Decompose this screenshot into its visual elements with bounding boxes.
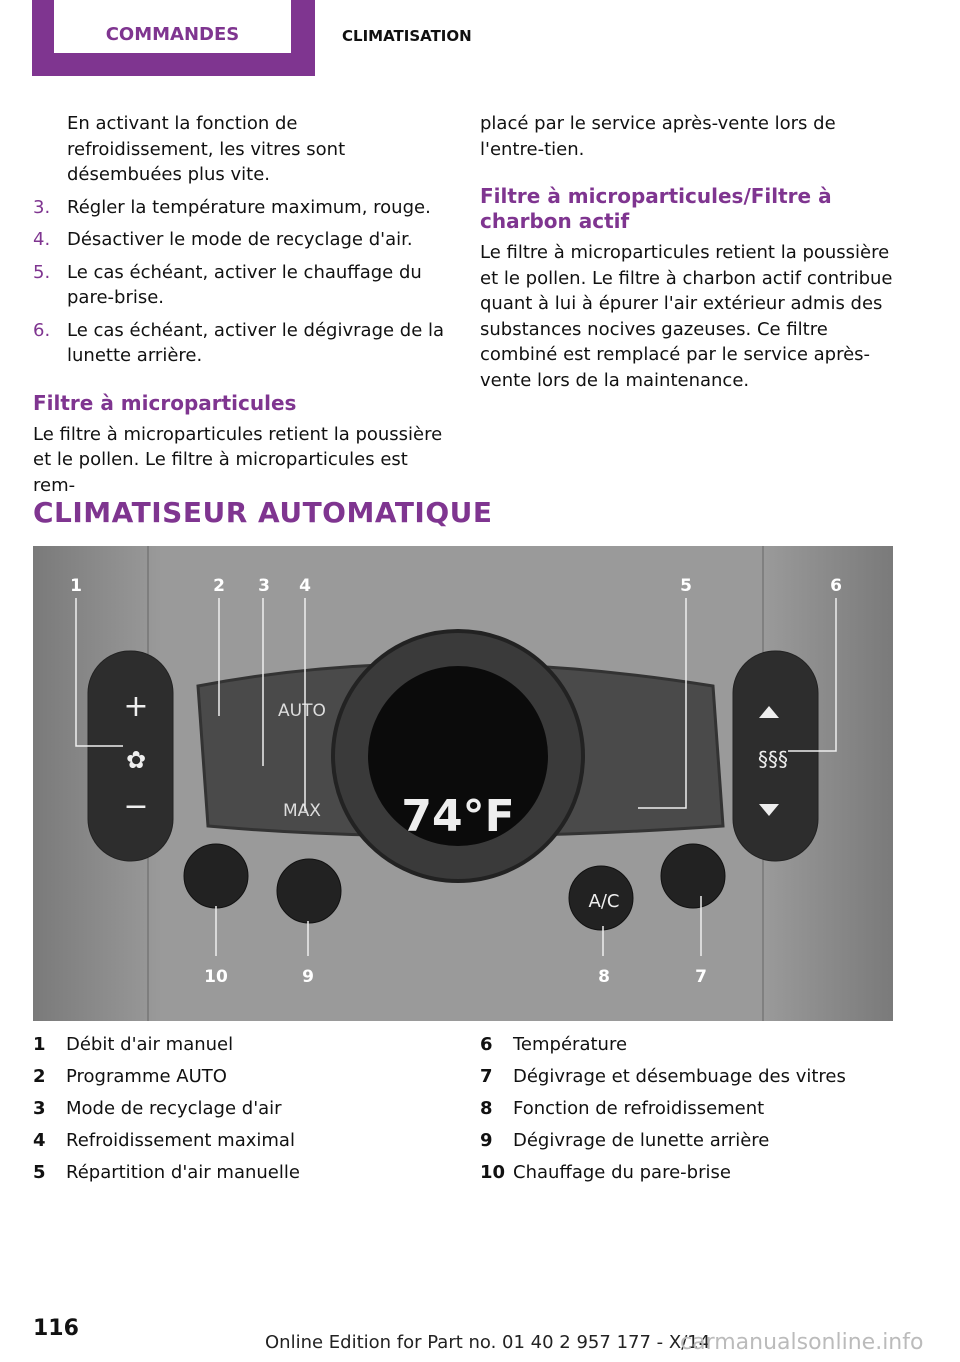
legend-number: 8	[480, 1098, 493, 1119]
legend-number: 9	[480, 1130, 493, 1151]
body-text: Le filtre à microparticules retient la poussière et le pollen. Le filtre à microparticules est rem-	[33, 423, 443, 496]
callout-9: 9	[302, 967, 314, 987]
legend-number: 10	[480, 1162, 506, 1183]
legend-right	[480, 1029, 846, 1189]
legend-item	[33, 1125, 300, 1157]
step-number: 3.	[33, 196, 51, 218]
left-column	[33, 111, 448, 498]
watermark: carmanualsonline.info	[680, 1330, 924, 1355]
chapter-tab	[32, 0, 315, 76]
ac-label: A/C	[588, 891, 620, 912]
right-column	[480, 111, 895, 393]
body-text: Le filtre à microparticules retient la poussière et le pollen. Le filtre à charbon actif contribue quant à lui à épurer l'air extérieur admis des substances nocives gazeuses. Ce filtre combiné est remplacé par le service après-vente lors de la maintenance.	[480, 242, 893, 391]
legend-item	[480, 1125, 846, 1157]
step-number: 5.	[33, 261, 51, 283]
legend-text: Chauffage du pare-brise	[513, 1162, 731, 1183]
step-text: Régler la température maximum, rouge.	[67, 196, 431, 218]
legend-number: 2	[33, 1066, 46, 1087]
callout-4: 4	[299, 576, 311, 596]
legend-text: Programme AUTO	[66, 1066, 227, 1087]
step-text: Le cas échéant, activer le dégivrage de la lunette arrière.	[67, 319, 445, 366]
step-text: Désactiver le mode de recyclage d'air.	[67, 229, 413, 250]
svg-text:−: −	[123, 789, 149, 824]
legend-item	[480, 1061, 846, 1093]
callout-5: 5	[680, 576, 692, 596]
callout-7: 7	[695, 967, 707, 987]
climate-control-photo	[33, 546, 893, 1021]
edition-text: Online Edition for Part no. 01 40 2 957 177 - X/14	[265, 1332, 711, 1353]
chapter-label: COMMANDES	[54, 0, 291, 53]
list-item	[33, 318, 448, 369]
legend-text: Refroidissement maximal	[66, 1130, 295, 1151]
subheading: Filtre à microparticules	[33, 390, 297, 415]
legend-text: Fonction de refroidissement	[513, 1098, 765, 1119]
legend-number: 1	[33, 1034, 46, 1055]
list-item	[33, 260, 448, 311]
page-number: 116	[33, 1316, 79, 1341]
temperature-display: 74°F	[401, 791, 515, 842]
legend-item	[33, 1157, 300, 1189]
callout-6: 6	[830, 576, 842, 596]
legend-number: 4	[33, 1130, 46, 1151]
step-number: 4.	[33, 229, 51, 250]
callout-2: 2	[213, 576, 225, 596]
legend-text: Répartition d'air manuelle	[66, 1162, 300, 1183]
svg-text:§§§: §§§	[758, 747, 788, 771]
legend-text: Température	[513, 1034, 628, 1055]
main-heading: CLIMATISEUR AUTOMATIQUE	[33, 496, 493, 529]
auto-label: AUTO	[278, 701, 326, 721]
legend-number: 7	[480, 1066, 493, 1087]
step-number: 6.	[33, 319, 51, 341]
legend-item	[33, 1061, 300, 1093]
fan-icon: ✿	[125, 746, 147, 774]
legend-text: Débit d'air manuel	[66, 1034, 234, 1055]
list-item	[33, 227, 448, 253]
legend-item	[33, 1029, 300, 1061]
legend-text: Dégivrage et désembuage des vitres	[513, 1066, 846, 1087]
callout-1: 1	[70, 576, 82, 596]
legend-number: 5	[33, 1162, 46, 1183]
intro-text: En activant la fonction de refroidissement, les vitres sont désembuées plus vite.	[67, 113, 346, 185]
subheading: Filtre à microparticules/Filtre à charbon actif	[480, 184, 832, 233]
svg-text:+: +	[123, 689, 149, 724]
legend-text: Dégivrage de lunette arrière	[513, 1130, 770, 1151]
section-title: CLIMATISATION	[342, 27, 472, 45]
step-text: Le cas échéant, activer le chauffage du pare-brise.	[67, 261, 422, 308]
legend-number: 3	[33, 1098, 46, 1119]
callout-10: 10	[204, 967, 228, 987]
legend-item	[480, 1093, 846, 1125]
legend-text: Mode de recyclage d'air	[66, 1098, 282, 1119]
callout-8: 8	[598, 967, 610, 987]
legend-item	[33, 1093, 300, 1125]
legend-number: 6	[480, 1034, 493, 1055]
max-label: MAX	[283, 801, 321, 821]
body-text: placé par le service après-vente lors de l'entre-tien.	[480, 113, 836, 160]
callout-3: 3	[258, 576, 270, 596]
legend-item	[480, 1029, 846, 1061]
legend-left	[33, 1029, 300, 1189]
list-item	[33, 195, 448, 221]
legend-item	[480, 1157, 846, 1189]
